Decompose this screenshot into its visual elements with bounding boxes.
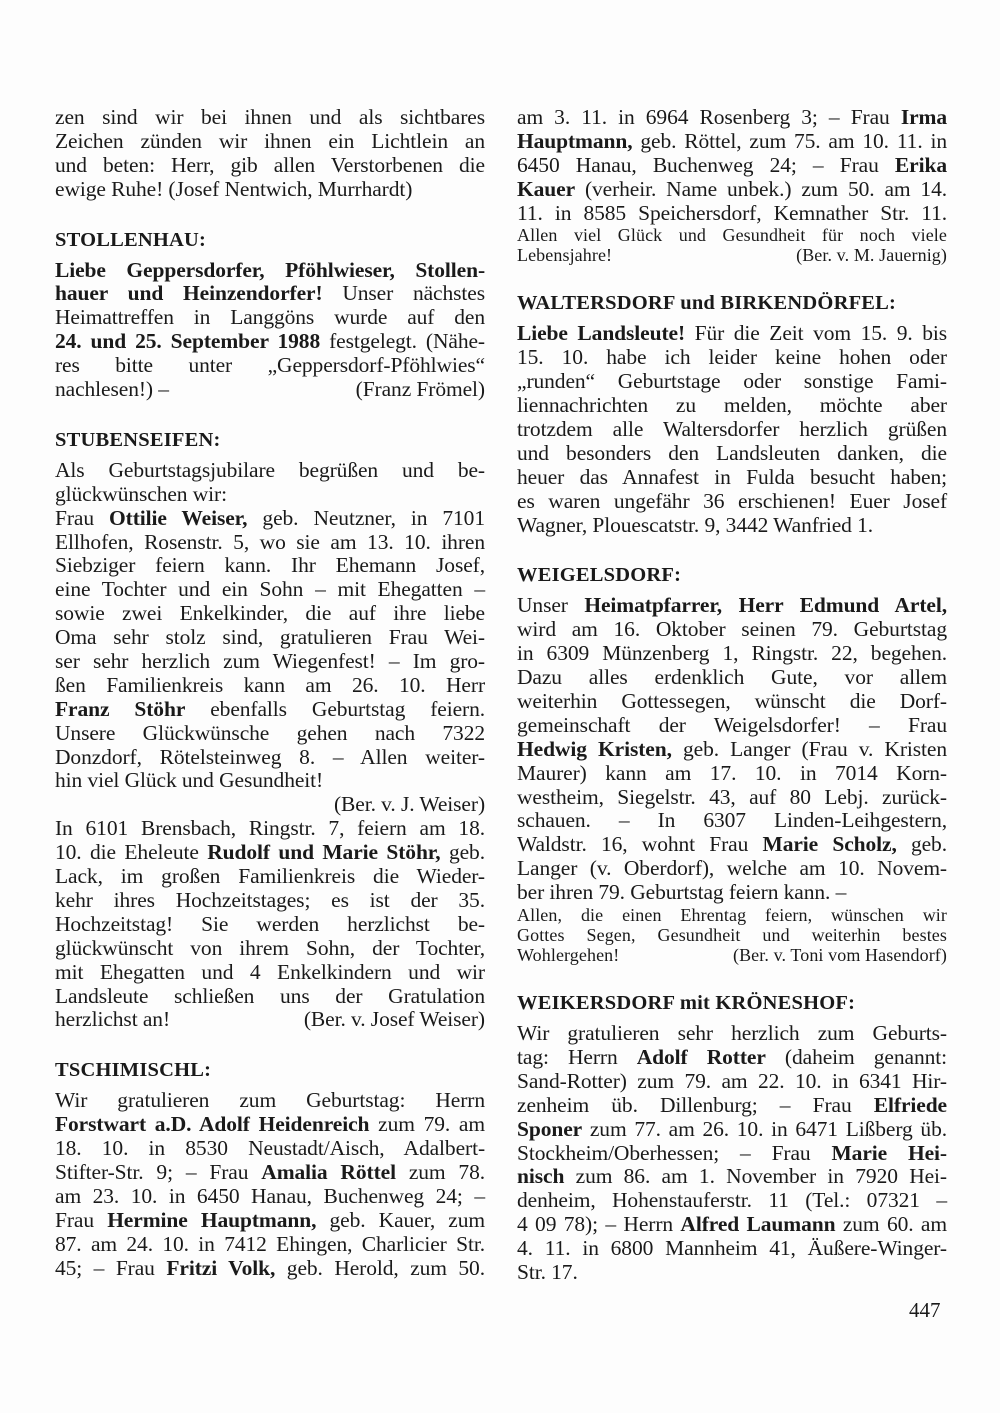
author-credit: (Ber. v. M. Jauernig): [796, 245, 947, 266]
text-line: [55, 1257, 485, 1281]
text-line: und beten: Herr, gib allen Verstorbenen die: [55, 152, 485, 177]
text-line: [55, 1161, 485, 1185]
text-line: sowie zwei Enkelkinder, die auf ihre liebe: [55, 601, 485, 626]
text-line: [55, 1209, 485, 1233]
author-credit: (Ber. v. Toni vom Hasendorf): [732, 945, 947, 966]
person-name: Marie Hei-: [831, 1140, 947, 1165]
text-line: gemeinschaft der Weigelsdorfer! – Frau: [517, 712, 947, 737]
text-line: wird am 16. Oktober seinen 79. Geburtstag: [517, 617, 947, 642]
section-heading: STUBENSEIFEN:: [55, 428, 221, 451]
text-line: [517, 945, 947, 965]
text-line: [517, 322, 947, 346]
text: zum 86. am 1. November in 7920 Hei-: [564, 1164, 947, 1189]
section-heading: WEIGELSDORF:: [517, 564, 682, 587]
text: zum 78.: [395, 1159, 486, 1184]
text: Stockheim/Oberhessen; – Frau: [517, 1140, 832, 1165]
person-name: Hermine Hauptmann,: [107, 1207, 317, 1232]
person-name: nisch: [517, 1164, 565, 1189]
section-heading: TSCHIMISCHL:: [55, 1059, 212, 1082]
text: geb. Langer (Frau v. Kristen: [671, 736, 947, 761]
text-line: [55, 1008, 485, 1032]
text: Frau: [55, 505, 110, 530]
text-line: kehr ihres Hochzeitstages; es ist der 35.: [55, 887, 485, 912]
person-name: Alfred Laumann: [680, 1212, 836, 1237]
text: geb. Neutzner, in 7101: [247, 505, 485, 530]
text-line: res bitte unter „Geppersdorf-Pföhlwies“: [55, 353, 485, 378]
text: Frau: [55, 1207, 108, 1232]
text-line: [517, 738, 947, 762]
text: zenheim üb. Dillenburg; – Frau: [517, 1092, 874, 1117]
text: geb.: [896, 832, 947, 857]
text-line: Hochzeitstag! Sie werden herzlichst be-: [55, 911, 485, 936]
text-line: [55, 330, 485, 354]
text-line: westheim, Siegelstr. 43, auf 80 Lebj. zurück-: [517, 784, 947, 809]
text-line: 87. am 24. 10. in 7412 Ehingen, Charlicier Str.: [55, 1231, 485, 1256]
text-line: Als Geburtstagsjubilare begrüßen und be-: [55, 457, 485, 482]
author-credit: (Franz Frömel): [355, 377, 485, 402]
text-line: [517, 1213, 947, 1237]
text-line: 18. 10. in 8530 Neustadt/Aisch, Adalbert-: [55, 1136, 485, 1161]
text: geb. Röttel, zum 75. am 10. 11. in: [632, 128, 947, 153]
text-line: [55, 841, 485, 865]
text-line: liennachrichten zu melden, möchte aber: [517, 393, 947, 418]
text-line: zen sind wir bei ihnen und als sichtbares: [55, 105, 485, 129]
text-line: Landsleute schließen uns der Gratulation: [55, 983, 485, 1008]
text-line: Langer (v. Oberdorf), welche am 10. Novem-: [517, 856, 947, 881]
intro-paragraph: [55, 106, 485, 202]
person-name: Ottilie Weiser,: [109, 505, 248, 530]
text-line: [55, 282, 485, 306]
text-line: glückwünschen wir:: [55, 481, 227, 506]
bold-text: Liebe Landsleute!: [517, 321, 686, 346]
text-line: Heimattreffen in Langgöns wurde auf den: [55, 305, 485, 330]
section-tschimischl: [55, 1058, 485, 1280]
text-line: [517, 1118, 947, 1142]
text: Stifter-Str. 9; – Frau: [55, 1159, 262, 1184]
section-heading: STOLLENHAU:: [55, 228, 207, 251]
person-name: Rudolf und Marie Stöhr,: [207, 840, 441, 865]
person-name: Franz Stöhr: [55, 696, 186, 721]
text-line: heuer das Annafest in Fulda besucht haben;: [517, 464, 947, 489]
person-name: Amalia Röttel: [261, 1159, 396, 1184]
text: am 3. 11. in 6964 Rosenberg 3; – Frau: [517, 105, 901, 129]
text-line: Donzdorf, Rötelsteinweg 8. – Allen weiter-: [55, 744, 485, 769]
text-line: Wagner, Plouescatstr. 9, 3442 Wanfried 1.: [517, 512, 874, 537]
text-line: ser sehr herzlich zum Wiegenfest! – Im gro-: [55, 649, 485, 674]
text-line: [517, 106, 947, 130]
text-line: Lack, im großen Familienkreis die Wieder-: [55, 864, 485, 889]
text-line: Str. 17.: [517, 1259, 578, 1284]
text-line: glückwünscht von ihrem Sohn, der Tochter,: [55, 935, 485, 960]
bold-text: Liebe Geppersdorfer, Pföhlwieser, Stollen-: [55, 257, 485, 282]
text-line: „runden“ Geburtstage oder sonstige Fami-: [517, 369, 947, 394]
text-line: eine Tochter und ein Sohn – mit Ehegatten –: [55, 577, 485, 602]
text: 10. die Eheleute: [55, 840, 208, 865]
bold-text: hauer und Heinzendorfer!: [55, 281, 323, 306]
section-weikersdorf: [517, 991, 947, 1285]
text: Lebensjahre!: [517, 245, 613, 266]
text-line: [517, 1046, 947, 1070]
text: zum 60. am: [835, 1212, 947, 1237]
text-line: Allen viel Glück und Gesundheit für noch viele: [517, 225, 947, 246]
text-line: Gottes Segen, Gesundheit und weiterhin bestes: [517, 925, 947, 946]
text-line: Sand-Rotter) zum 79. am 22. 10. in 6341 Hir-: [517, 1068, 947, 1093]
text-line: ewige Ruhe! (Josef Nentwich, Murrhardt): [55, 176, 413, 201]
text-line: [517, 154, 947, 178]
person-name: Forstwart a.D. Adolf Heidenreich: [55, 1112, 370, 1137]
text-line: weiterhin Gottessegen, wünscht die Dorf-: [517, 689, 947, 714]
section-heading: WEIKERSDORF mit KRÖNESHOF:: [517, 992, 856, 1015]
text-line: [517, 1094, 947, 1118]
text-line: [55, 1113, 485, 1137]
text-line: [517, 130, 947, 154]
page-number: 447: [909, 1298, 941, 1322]
text-line: [517, 594, 947, 618]
text-line: denheim, Hohenstauferstr. 11 (Tel.: 07321 –: [517, 1188, 947, 1213]
text-line: [55, 259, 485, 283]
person-name: Kauer: [517, 176, 576, 201]
text-line: Wir gratulieren sehr herzlich zum Geburts-: [517, 1021, 947, 1046]
text-line: und besonders den Landsleuten danken, die: [517, 440, 947, 465]
text-line: [517, 245, 947, 265]
right-column: [517, 106, 947, 1285]
person-name: Erika: [894, 152, 947, 177]
person-name: Hedwig Kristen,: [517, 736, 672, 761]
text-line: [517, 833, 947, 857]
text: nachlesen!) –: [55, 377, 169, 402]
text-line: 4. 11. in 6800 Mannheim 41, Äußere-Winger-: [517, 1236, 947, 1261]
text: Unser nächstes: [322, 281, 486, 306]
text-line: Ellhofen, Rosenstr. 5, wo sie am 13. 10. ihren: [55, 529, 485, 554]
text-line: es waren ungefähr 36 erschienen! Euer Josef: [517, 488, 947, 513]
text-line: [517, 1142, 947, 1166]
section-stollenhau: [55, 228, 485, 402]
text: herzlichst an!: [55, 1007, 171, 1032]
tschimischl-continued: [517, 106, 947, 265]
person-name: Elfriede: [873, 1092, 947, 1117]
text-line: ber ihren 79. Geburtstag feiern kann. –: [517, 880, 847, 905]
text: geb.: [440, 840, 485, 865]
text-line: [55, 378, 485, 402]
text: tag: Herrn: [517, 1044, 637, 1069]
text: 45; – Frau: [55, 1255, 167, 1280]
text: Für die Zeit vom 15. 9. bis: [685, 321, 947, 346]
text-line: ßen Familienkreis kann am 26. 10. Herr: [55, 672, 485, 697]
text-line: hin viel Glück und Gesundheit!: [55, 768, 324, 793]
text: zum 77. am 26. 10. in 6471 Lißberg üb.: [582, 1116, 947, 1141]
text-line: [55, 698, 485, 722]
text-line: mit Ehegatten und 4 Enkelkindern und wir: [55, 959, 485, 984]
text: zum 79. am: [369, 1112, 485, 1137]
section-weigelsdorf: [517, 563, 947, 965]
text-line: 11. in 8585 Speichersdorf, Kemnather Str. 11.: [517, 200, 947, 225]
text-line: 15. 10. habe ich leider keine hohen oder: [517, 345, 947, 370]
text-line: trotzdem alle Waltersdorfer herzlich grüßen: [517, 417, 947, 442]
text-line: [517, 178, 947, 202]
person-name: Heimatpfarrer, Herr Edmund Artel,: [584, 593, 947, 618]
text: geb. Kauer, zum: [316, 1207, 486, 1232]
text-line: Allen, die einen Ehrentag feiern, wünschen wir: [517, 905, 947, 926]
person-name: Irma: [900, 105, 947, 129]
text: festgelegt. (Nähe-: [320, 329, 485, 354]
text-line: schauen. – In 6307 Linden-Leihgestern,: [517, 808, 947, 833]
text: geb. Herold, zum 50.: [275, 1255, 485, 1280]
text: (daheim genannt:: [765, 1044, 948, 1069]
text: Wohlergehen!: [517, 945, 620, 966]
event-date: 24. und 25. September 1988: [55, 329, 321, 354]
text-line: in 6309 Münzenberg 1, Ringstr. 22, begehen.: [517, 641, 947, 666]
left-column: [55, 106, 485, 1280]
text-line: Zeichen zünden wir ihnen ein Lichtlein an: [55, 128, 485, 153]
text: Waldstr. 16, wohnt Frau: [517, 832, 763, 857]
text: Unser: [517, 593, 585, 618]
section-heading: WALTERSDORF und BIRKENDÖRFEL:: [517, 292, 897, 315]
text-line: Siebziger feiern kann. Ihr Ehemann Josef,: [55, 553, 485, 578]
section-waltersdorf: [517, 291, 947, 537]
text-line: [55, 507, 485, 531]
person-name: Adolf Rotter: [636, 1044, 766, 1069]
text: (verheir. Name unbek.) zum 50. am 14.: [575, 176, 947, 201]
section-stubenseifen: [55, 428, 485, 1032]
person-name: Marie Scholz,: [762, 832, 897, 857]
person-name: Hauptmann,: [517, 128, 633, 153]
text-line: [517, 1165, 947, 1189]
text: 6450 Hanau, Buchenweg 24; – Frau: [517, 152, 895, 177]
person-name: Fritzi Volk,: [166, 1255, 276, 1280]
person-name: Sponer: [517, 1116, 583, 1141]
text: 4 09 78); – Herrn: [517, 1212, 681, 1237]
text-line: Unsere Glückwünsche gehen nach 7322: [55, 720, 485, 745]
text: ebenfalls Geburtstag feiern.: [185, 696, 485, 721]
text-line: Dazu alles erdenklich Gute, vor allem: [517, 665, 947, 690]
text-line: Maurer) kann am 17. 10. in 7014 Korn-: [517, 760, 947, 785]
text-line: Oma sehr stolz sind, gratulieren Frau Wei-: [55, 625, 485, 650]
text-line: Wir gratulieren zum Geburtstag: Herrn: [55, 1088, 485, 1113]
author-credit: (Ber. v. Josef Weiser): [303, 1007, 485, 1032]
author-credit: (Ber. v. J. Weiser): [333, 792, 485, 817]
text-line: In 6101 Brensbach, Ringstr. 7, feiern am 18.: [55, 816, 485, 841]
text-line: am 23. 10. in 6450 Hanau, Buchenweg 24; –: [55, 1183, 485, 1208]
